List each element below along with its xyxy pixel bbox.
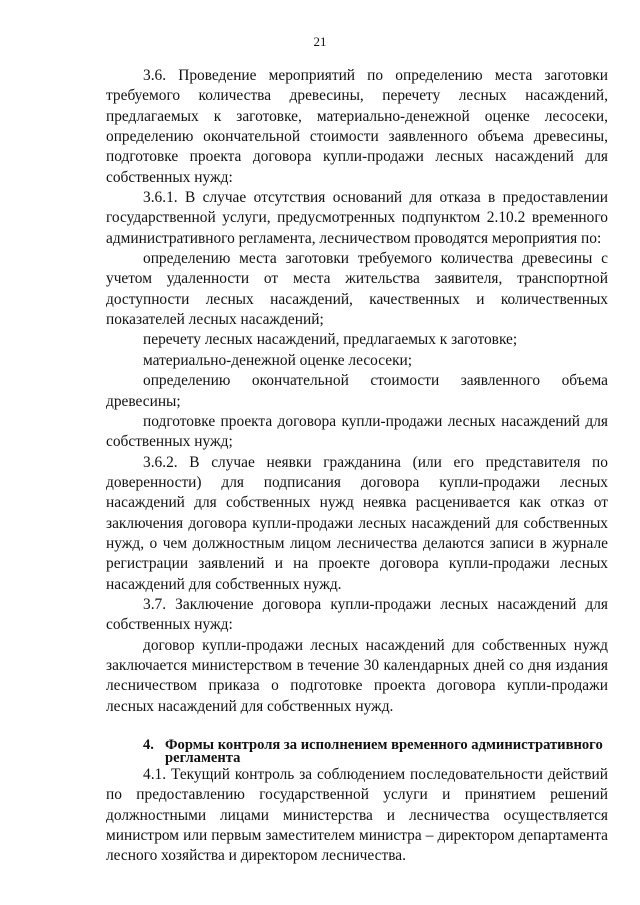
list-item-contract-draft: подготовке проекта договора купли-продажи лесных насаждений для собственных нужд; <box>106 412 608 451</box>
list-item-location: определению места заготовки требуемого количества древесины с учетом удаленности от места жительства заявителя, транспортной доступности лесных насаждений, качественных и количественных показателей лесных насаждений; <box>106 250 608 329</box>
section-number: 4. <box>143 737 154 753</box>
list-item-cost: определению окончательной стоимости заявленного объема древесины; <box>106 372 608 410</box>
document-body <box>106 66 608 867</box>
paragraph-4-1: 4.1. Текущий контроль за соблюдением последовательности действий по предоставлению государственной услуги и принятием решений должностными лицами министерства и лесничества осуществляется министром или первым заместителем министра – директором департамента лесного хозяйства и директором лесничества. <box>106 766 608 865</box>
section-title: Формы контроля за исполнением временного административного регламента <box>165 737 603 766</box>
paragraph-contract-term: договор купли-продажи лесных насаждений для собственных нужд заключается министерством в течение 30 календарных дней со дня издания лесничеством приказа о подготовке проекта договора купли-продажи лесных насаждений для собственных нужд. <box>106 636 608 715</box>
section-heading <box>106 739 608 765</box>
paragraph-3-6: 3.6. Проведение мероприятий по определению места заготовки требуемого количества древесины, перечету лесных насаждений, предлагаемых к заготовке, материально-денежной оценке лесосеки, определению окончательной стоимости заявленного объема древесины, подготовке проекта договора купли-продажи лесных насаждений для собственных нужд: <box>106 67 608 186</box>
paragraph-3-6-1: 3.6.1. В случае отсутствия оснований для отказа в предоставлении государственной услуги, предусмотренных подпунктом 2.10.2 временного административного регламента, лесничеством проводятся мероприятия по: <box>106 189 608 247</box>
paragraph-3-6-2: 3.6.2. В случае неявки гражданина (или его представителя по доверенности) для подписания договора купли-продажи лесных насаждений для собственных нужд неявка расценивается как отказ от заключения договора купли-продажи лесных насаждений для собственных нужд, о чем должностным лицом лесничества делаются записи в журнале регистрации заявлений и на проекте договора купли-продажи лесных насаждений для собственных нужд. <box>106 453 608 593</box>
page-number: 21 <box>313 34 327 49</box>
paragraph-3-7: 3.7. Заключение договора купли-продажи лесных насаждений для собственных нужд: <box>106 595 608 634</box>
list-item-valuation: материально-денежной оценке лесосеки; <box>143 351 413 369</box>
list-item-count: перечету лесных насаждений, предлагаемых к заготовке; <box>143 331 518 349</box>
